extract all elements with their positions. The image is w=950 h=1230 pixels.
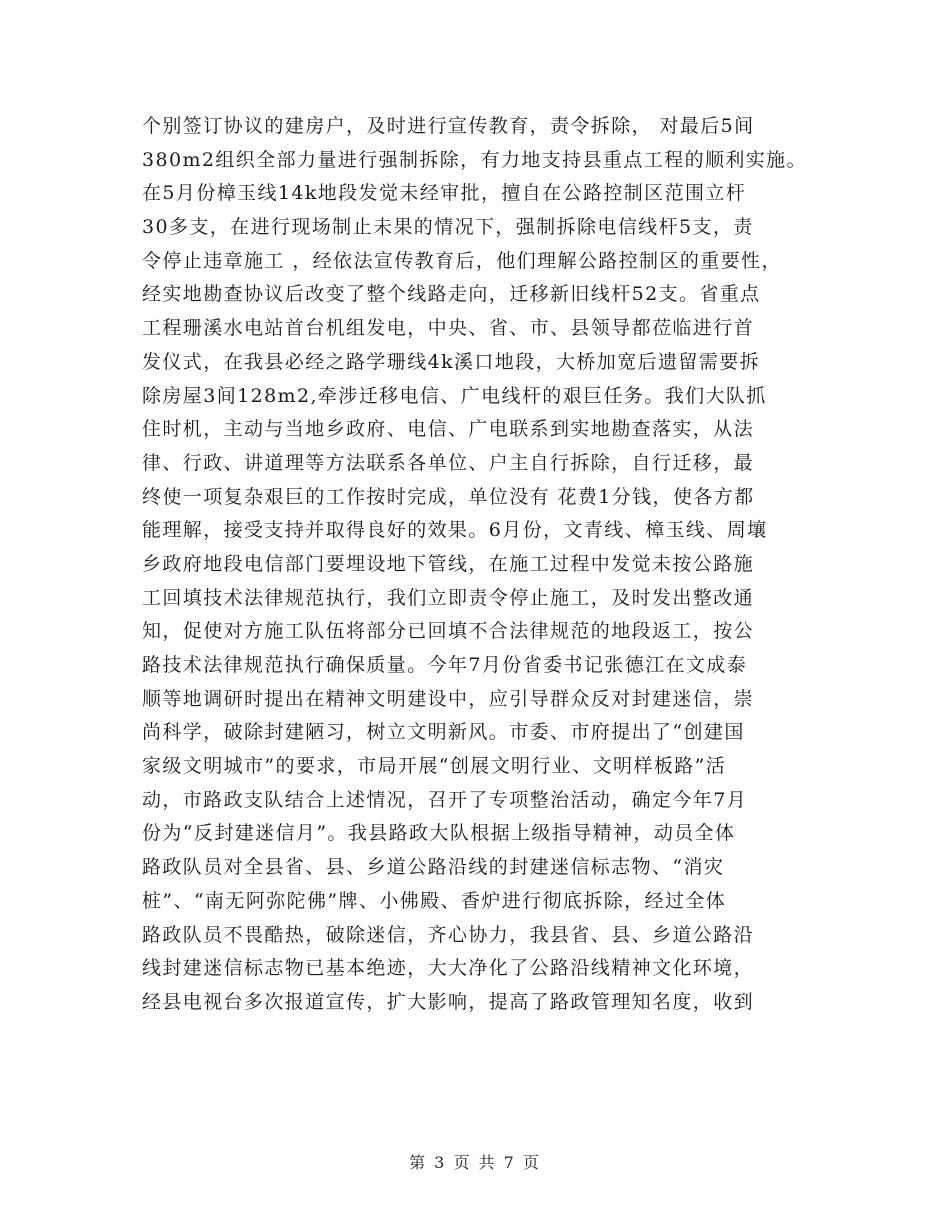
text-line: 律、行政、讲道理等方法联系各单位、户主自行拆除，自行迁移，最: [142, 451, 755, 474]
text-line: 380m2组织全部力量进行强制拆除，有力地支持县重点工程的顺利实施。: [142, 148, 807, 171]
text-line: 能理解，接受支持并取得良好的效果。6月份，文青线、樟玉线、周壤: [142, 519, 768, 542]
text-line: 经县电视台多次报道宣传，扩大影响，提高了路政管理知名度，收到: [142, 990, 755, 1013]
text-line: 线封建迷信标志物已基本绝迹，大大净化了公路沿线精神文化环境，: [142, 957, 755, 980]
text-line: 除房屋3间128m2,牵涉迁移电信、广电线杆的艰巨任务。我们大队抓: [142, 384, 767, 407]
text-line: 终使一项复杂艰巨的工作按时完成，单位没有 花费1分钱，使各方都: [142, 485, 755, 508]
text-line: 30多支，在进行现场制止未果的情况下，强制拆除电信线杆5支，责: [142, 216, 754, 239]
text-line: 工程珊溪水电站首台机组发电，中央、省、市、县领导都莅临进行首: [142, 317, 755, 340]
text-line: 工回填技术法律规范执行，我们立即责令停止施工，及时发出整改通: [142, 586, 755, 609]
text-line: 令停止违章施工 ，经依法宣传教育后，他们理解公路控制区的重要性，: [142, 249, 782, 272]
text-line: 桩”、“南无阿弥陀佛”牌、小佛殿、香炉进行彻底拆除，经过全体: [142, 889, 727, 912]
text-line: 路技术法律规范执行确保质量。今年7月份省委书记张德江在文成泰: [142, 654, 748, 676]
text-line: 路政队员不畏酷热，破除迷信，齐心协力，我县省、县、乡道公路沿: [142, 923, 755, 946]
text-line: 知，促使对方施工队伍将部分已回填不合法律规范的地段返工，按公: [142, 620, 755, 643]
text-line: 顺等地调研时提出在精神文明建设中，应引导群众反对封建迷信，崇: [142, 687, 755, 710]
page-footer: 第 3 页 共 7 页: [409, 1153, 541, 1172]
text-line: 在5月份樟玉线14k地段发觉未经审批，擅自在公路控制区范围立杆: [142, 182, 747, 205]
text-line: 家级文明城市”的要求，市局开展“创展文明行业、文明样板路”活: [142, 755, 727, 778]
text-line: 住时机，主动与当地乡政府、电信、广电联系到实地勘查落实，从法: [142, 418, 755, 441]
text-line: 路政队员对全县省、县、乡道公路沿线的封建迷信标志物、“消灾: [142, 856, 725, 879]
text-line: 动，市路政支队结合上述情况，召开了专项整治活动，确定今年7月: [142, 788, 748, 811]
text-line: 份为“反封建迷信月”。我县路政大队根据上级指导精神，动员全体: [142, 822, 736, 845]
document-body: [142, 110, 862, 1020]
text-line: 乡政府地段电信部门要埋设地下管线，在施工过程中发觉未按公路施: [142, 552, 755, 575]
text-line: 经实地勘查协议后改变了整个线路走向，迁移新旧线杆52支。省重点: [142, 283, 761, 306]
text-line: 个别签订协议的建房户，及时进行宣传教育，责令拆除， 对最后5间: [142, 115, 755, 137]
text-line: 发仪式，在我县必经之路学珊线4k溪口地段，大桥加宽后遗留需要拆: [142, 350, 761, 373]
text-line: 尚科学，破除封建陋习，树立文明新风。市委、市府提出了“创建国: [142, 721, 745, 744]
